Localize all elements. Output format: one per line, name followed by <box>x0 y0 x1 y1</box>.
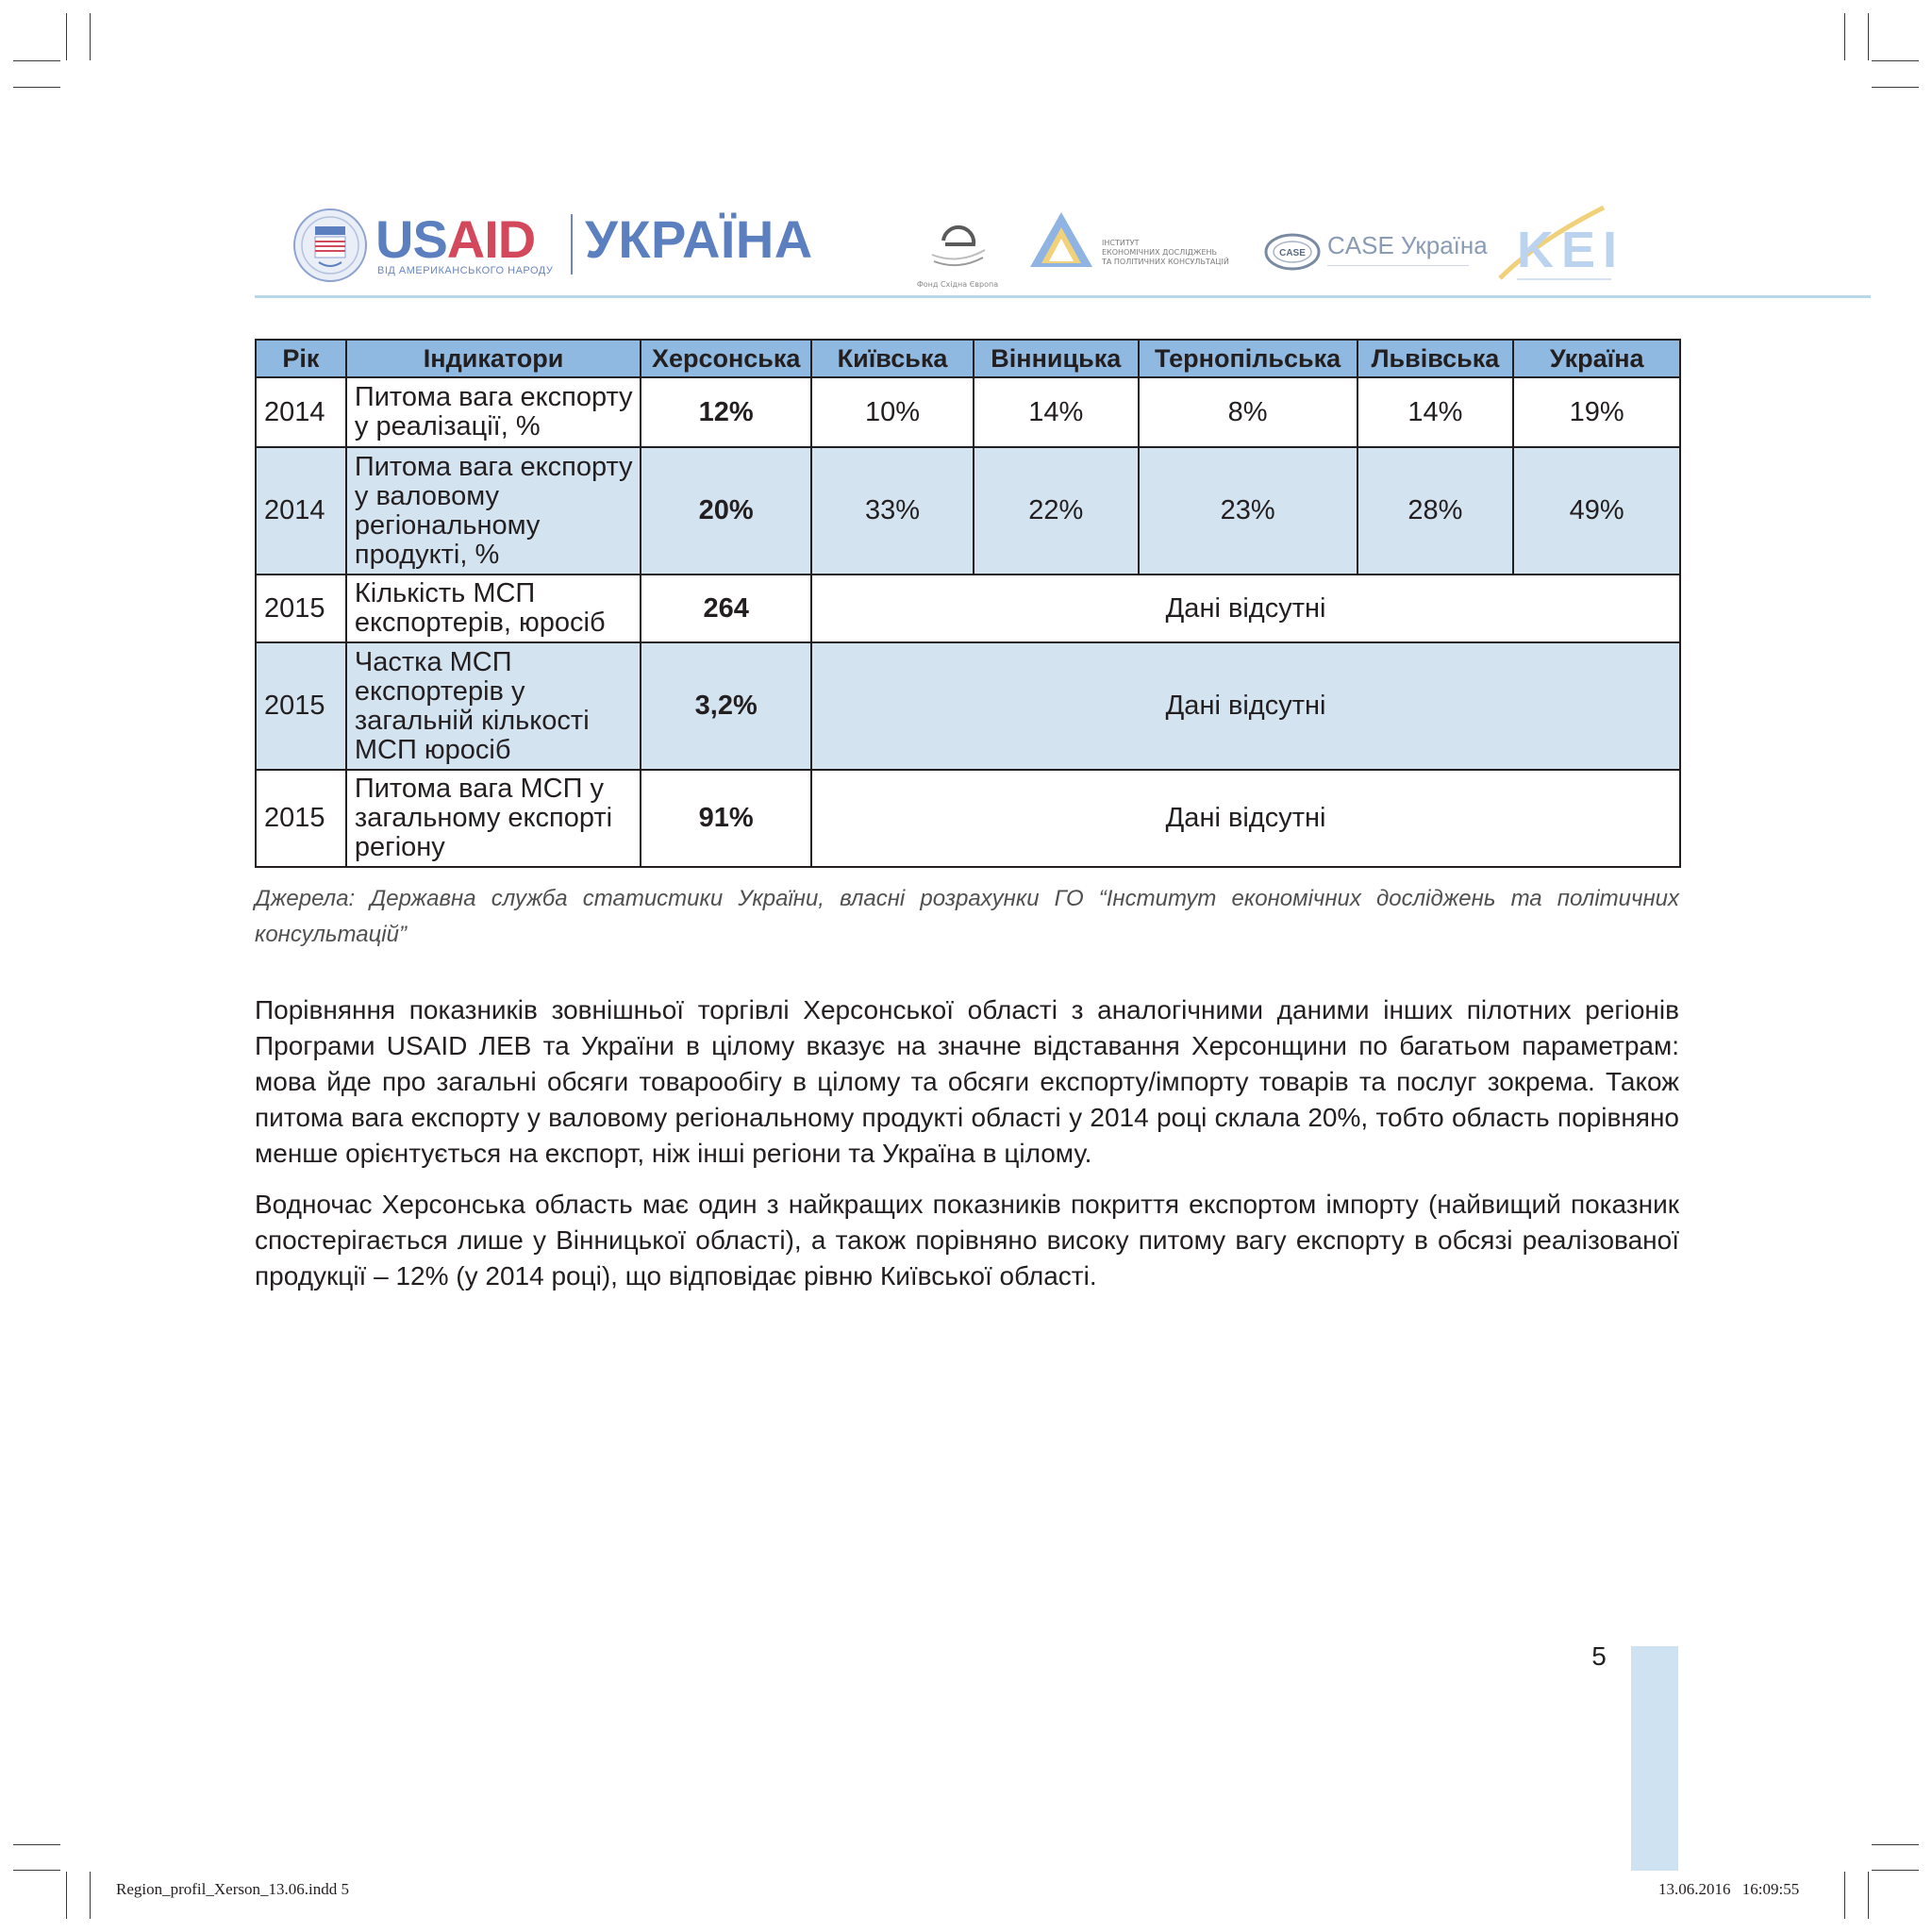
crop-mark <box>1872 1870 1919 1871</box>
ier-triangle-icon <box>1028 210 1094 269</box>
year-cell: 2014 <box>256 447 346 575</box>
column-header: Індикатори <box>346 340 641 377</box>
column-header: Рік <box>256 340 346 377</box>
case-badge-label: CASE <box>1279 248 1306 258</box>
page-accent-bar <box>1631 1646 1678 1871</box>
crop-mark <box>13 87 60 88</box>
footer-timestamp: 13.06.2016 16:09:55 <box>1658 1880 1800 1898</box>
usaid-wordmark: USAID <box>375 209 536 269</box>
table-row <box>256 642 1680 770</box>
ukraine-value: 49% <box>1513 447 1680 575</box>
year-cell: 2015 <box>256 575 346 642</box>
ier-line: ТА ПОЛІТИЧНИХ КОНСУЛЬТАЦІЙ <box>1102 258 1229 266</box>
lviv-value: 14% <box>1357 377 1514 447</box>
table-row <box>256 770 1680 867</box>
ternopil-value: 8% <box>1139 377 1357 447</box>
crop-mark <box>1872 1844 1919 1845</box>
year-cell: 2014 <box>256 377 346 447</box>
ukraina-wordmark: УКРАЇНА <box>585 209 813 269</box>
ier-line: ЕКОНОМІЧНИХ ДОСЛІДЖЕНЬ <box>1102 248 1218 257</box>
crop-mark <box>1872 60 1919 61</box>
case-badge-icon <box>1264 233 1321 271</box>
indicator-cell: Питома вага експорту у реалізації, % <box>346 377 641 447</box>
year-cell: 2015 <box>256 770 346 867</box>
vinnytsia-value: 22% <box>974 447 1139 575</box>
ier-logo-text <box>1102 239 1234 267</box>
foundation-caption: Фонд Східна Європа <box>916 280 999 289</box>
kei-logo-text: KEI <box>1517 222 1625 278</box>
lviv-value: 28% <box>1357 447 1514 575</box>
footer-file-name: Region_profil_Xerson_13.06.indd 5 <box>116 1880 349 1898</box>
kherson-value: 3,2% <box>641 642 811 770</box>
kyiv-value: 10% <box>811 377 974 447</box>
partner-logo-bar <box>255 193 1871 297</box>
kei-logo-icon <box>1491 203 1632 292</box>
table-row <box>256 377 1680 447</box>
body-paragraph: Порівняння показників зовнішньої торгівлі Херсонської області з аналогічними даними інших пілотних регіонів Програми USAID ЛЕВ та України в цілому вказує на значне відставання Херсонщини по багатьом параметрам: мова йде про загальні обсяги товарообігу в цілому та обсяги експорту/імпорту товарів та послуг зокрема. Також питома вага експорту у валовому регіональному продукті області у 2014 році склала 20%, тобто область порівняно менше орієнтується на експорт, ніж інші регіони та Україна в цілому. <box>255 995 1679 1168</box>
ukraine-value: 19% <box>1513 377 1680 447</box>
column-header: Херсонська <box>641 340 811 377</box>
crop-mark <box>13 1844 60 1845</box>
indicators-table <box>255 339 1681 868</box>
table-row <box>256 575 1680 642</box>
kherson-value: 264 <box>641 575 811 642</box>
page-number: 5 <box>1591 1641 1607 1671</box>
crop-mark <box>66 1872 67 1919</box>
kyiv-value: 33% <box>811 447 974 575</box>
crop-mark <box>66 13 67 60</box>
no-data-cell: Дані відсутні <box>811 642 1680 770</box>
crop-mark <box>1844 13 1845 60</box>
ier-line: ІНСТИТУТ <box>1102 239 1140 247</box>
table-header-row <box>256 340 1680 377</box>
case-tagline-line <box>1327 265 1469 266</box>
case-ukraine-logo: CASE Україна <box>1327 231 1488 259</box>
crop-mark <box>90 13 91 60</box>
crop-mark <box>1844 1872 1845 1919</box>
usaid-tagline: ВІД АМЕРИКАНСЬКОГО НАРОДУ <box>377 265 554 276</box>
crop-mark <box>1868 13 1869 60</box>
kherson-value: 91% <box>641 770 811 867</box>
table-row <box>256 447 1680 575</box>
column-header: Україна <box>1513 340 1680 377</box>
indicator-cell: Кількість МСП експортерів, юросіб <box>346 575 641 642</box>
table-source-note: Джерела: Державна служба статистики України, власні розрахунки ГО “Інститут економічних досліджень та політичних консультацій” <box>255 886 1679 947</box>
crop-mark <box>13 1870 60 1871</box>
no-data-cell: Дані відсутні <box>811 770 1680 867</box>
usaid-seal-icon <box>292 208 368 283</box>
column-header: Вінницька <box>974 340 1139 377</box>
header-rule <box>255 295 1871 298</box>
column-header: Київська <box>811 340 974 377</box>
crop-mark <box>1872 87 1919 88</box>
kherson-value: 12% <box>641 377 811 447</box>
no-data-cell: Дані відсутні <box>811 575 1680 642</box>
column-header: Львівська <box>1357 340 1514 377</box>
year-cell: 2015 <box>256 642 346 770</box>
foundation-e-icon <box>915 203 1000 278</box>
crop-mark <box>1868 1872 1869 1919</box>
vinnytsia-value: 14% <box>974 377 1139 447</box>
kherson-value: 20% <box>641 447 811 575</box>
crop-mark <box>90 1872 91 1919</box>
crop-mark <box>13 60 60 61</box>
east-europe-foundation-logo <box>915 203 1000 292</box>
body-paragraph: Водночас Херсонська область має один з найкращих показників покриття експортом імпорту (найвищий показник спостерігається лише у Вінницької області), а також порівняно високу питому вагу експорту в обсязі реалізованої продукції – 12% (у 2014 році), що відповідає рівню Київської області. <box>255 1190 1679 1291</box>
ternopil-value: 23% <box>1139 447 1357 575</box>
logo-separator <box>571 214 573 275</box>
column-header: Тернопільська <box>1139 340 1357 377</box>
indicator-cell: Частка МСП експортерів у загальній кількості МСП юросіб <box>346 642 641 770</box>
indicator-cell: Питома вага МСП у загальному експорті регіону <box>346 770 641 867</box>
indicator-cell: Питома вага експорту у валовому регіональному продукті, % <box>346 447 641 575</box>
